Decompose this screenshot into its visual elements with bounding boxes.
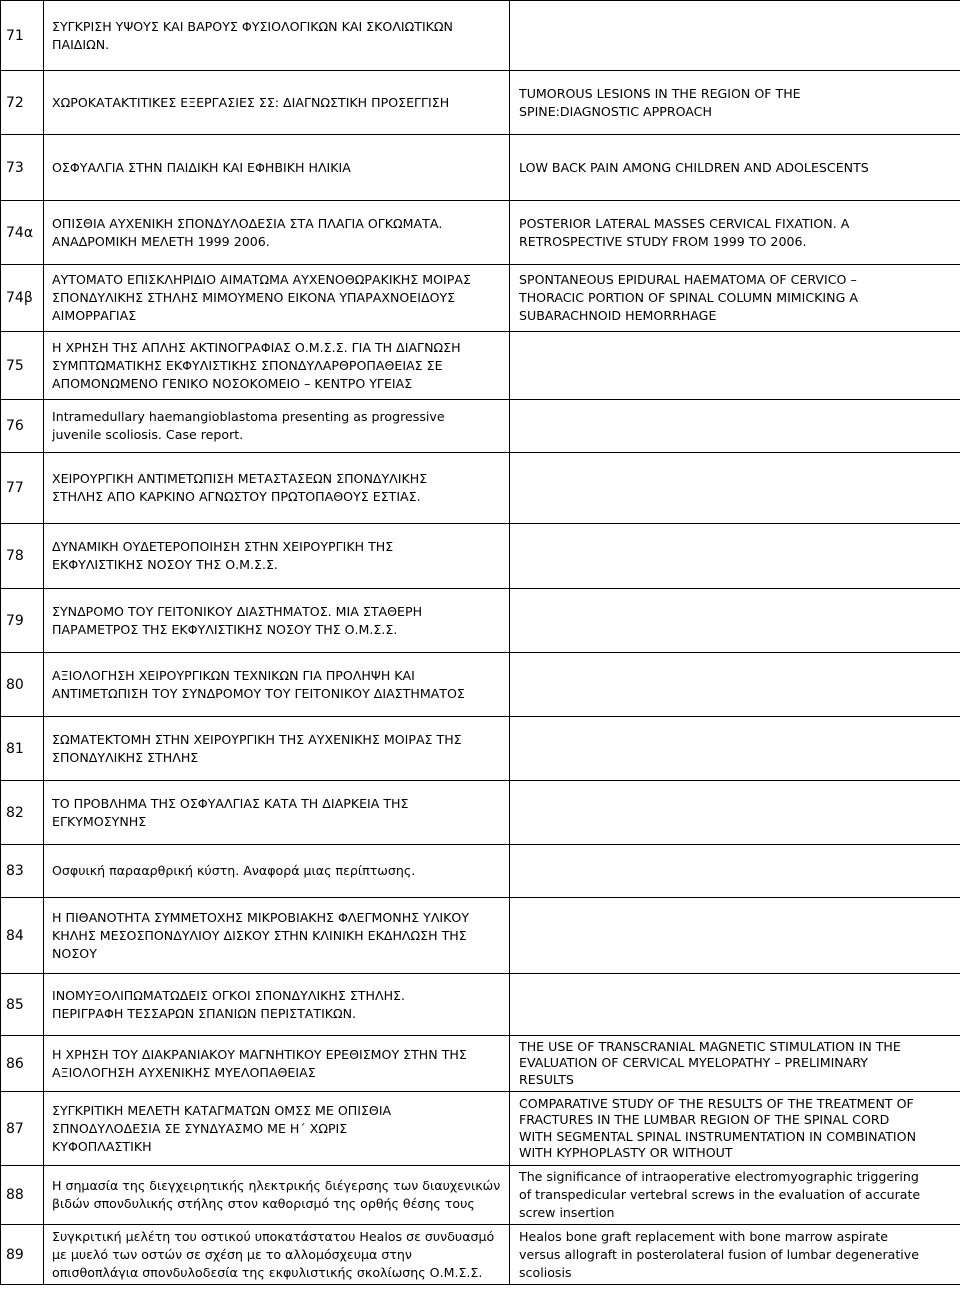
- row-number: 89: [1, 1225, 44, 1285]
- row-number: 73: [1, 135, 44, 201]
- table-row: [1, 589, 960, 653]
- greek-title: ΧΕΙΡΟΥΡΓΙΚΗ ΑΝΤΙΜΕΤΩΠΙΣΗ ΜΕΤΑΣΤΑΣΕΩΝ ΣΠΟΝΔΥΛΙΚΗΣ ΣΤΗΛΗΣ ΑΠΟ ΚΑΡΚΙΝΟ ΑΓΝΩΣΤΟΥ ΠΡΩΤΟΠΑΘΟΥΣ ΕΣΤΙΑΣ.: [44, 453, 510, 524]
- row-number: 86: [1, 1036, 44, 1092]
- row-number: 82: [1, 781, 44, 845]
- english-title: THE USE OF TRANSCRANIAL MAGNETIC STIMULATION IN THE EVALUATION OF CERVICAL MYELOPATHY – PRELIMINARY RESULTS: [510, 1036, 960, 1092]
- table-row: [1, 1, 960, 71]
- english-title: COMPARATIVE STUDY OF THE RESULTS OF THE TREATMENT OF FRACTURES IN THE LUMBAR REGION OF THE SPINAL CORD WITH SEGMENTAL SPINAL INSTRUMENTATION IN COMBINATION WITH KYPHOPLASTY OR WITHOUT: [510, 1092, 960, 1166]
- table-row: [1, 524, 960, 589]
- english-title: POSTERIOR LATERAL MASSES CERVICAL FIXATION. A RETROSPECTIVE STUDY FROM 1999 TO 2006.: [510, 201, 960, 265]
- row-number: 77: [1, 453, 44, 524]
- english-title: SPONTANEOUS EPIDURAL HAEMATOMA OF CERVICO – THORACIC PORTION OF SPINAL COLUMN MIMICKING A SUBARACHNOID HEMORRHAGE: [510, 265, 960, 332]
- row-number: 87: [1, 1092, 44, 1166]
- english-title: TUMOROUS LESIONS IN THE REGION OF THE SPINE:DIAGNOSTIC APPROACH: [510, 71, 960, 135]
- english-title: [510, 589, 960, 653]
- row-number: 85: [1, 974, 44, 1036]
- english-title: LOW BACK PAIN AMONG CHILDREN AND ADOLESCENTS: [510, 135, 960, 201]
- greek-title: ΟΣΦΥΑΛΓΙΑ ΣΤΗΝ ΠΑΙΔΙΚΗ ΚΑΙ ΕΦΗΒΙΚΗ ΗΛΙΚΙΑ: [44, 135, 510, 201]
- row-number: 75: [1, 332, 44, 400]
- english-title: [510, 781, 960, 845]
- table-row: [1, 781, 960, 845]
- english-title: Healos bone graft replacement with bone marrow aspirate versus allograft in posterolateral fusion of lumbar degenerative scoliosis: [510, 1225, 960, 1285]
- english-title: The significance of intraoperative electromyographic triggering of transpedicular vertebral screws in the evaluation of accurate screw insertion: [510, 1166, 960, 1225]
- table-row: [1, 974, 960, 1036]
- papers-table-body: [1, 1, 960, 1285]
- table-row: [1, 135, 960, 201]
- greek-title: ΧΩΡΟΚΑΤΑΚΤΙΤΙΚΕΣ ΕΞΕΡΓΑΣΙΕΣ ΣΣ: ΔΙΑΓΝΩΣΤΙΚΗ ΠΡΟΣΕΓΓΙΣΗ: [44, 71, 510, 135]
- row-number: 83: [1, 845, 44, 898]
- greek-title: ΣΥΝΔΡΟΜΟ ΤΟΥ ΓΕΙΤΟΝΙΚΟΥ ΔΙΑΣΤΗΜΑΤΟΣ. ΜΙΑ ΣΤΑΘΕΡΗ ΠΑΡΑΜΕΤΡΟΣ ΤΗΣ ΕΚΦΥΛΙΣΤΙΚΗΣ ΝΟΣΟΥ ΤΗΣ Ο.Μ.Σ.Σ.: [44, 589, 510, 653]
- greek-title: ΑΥΤΟΜΑΤΟ ΕΠΙΣΚΛΗΡΙΔΙΟ ΑΙΜΑΤΩΜΑ ΑΥΧΕΝΟΘΩΡΑΚΙΚΗΣ ΜΟΙΡΑΣ ΣΠΟΝΔΥΛΙΚΗΣ ΣΤΗΛΗΣ ΜΙΜΟΥΜΕΝΟ ΕΙΚΟΝΑ ΥΠΑΡΑΧΝΟΕΙΔΟΥΣ ΑΙΜΟΡΡΑΓΙΑΣ: [44, 265, 510, 332]
- table-row: [1, 71, 960, 135]
- english-title: [510, 400, 960, 453]
- greek-title: Η ΠΙΘΑΝΟΤΗΤΑ ΣΥΜΜΕΤΟΧΗΣ ΜΙΚΡΟΒΙΑΚΗΣ ΦΛΕΓΜΟΝΗΣ ΥΛΙΚΟΥ ΚΗΛΗΣ ΜΕΣΟΣΠΟΝΔΥΛΙΟΥ ΔΙΣΚΟΥ ΣΤΗΝ ΚΛΙΝΙΚΗ ΕΚΔΗΛΩΣΗ ΤΗΣ ΝΟΣΟΥ: [44, 898, 510, 974]
- row-number: 74α: [1, 201, 44, 265]
- greek-title: ΑΞΙΟΛΟΓΗΣΗ ΧΕΙΡΟΥΡΓΙΚΩΝ ΤΕΧΝΙΚΩΝ ΓΙΑ ΠΡΟΛΗΨΗ ΚΑΙ ΑΝΤΙΜΕΤΩΠΙΣΗ ΤΟΥ ΣΥΝΔΡΟΜΟΥ ΤΟΥ ΓΕΙΤΟΝΙΚΟΥ ΔΙΑΣΤΗΜΑΤΟΣ: [44, 653, 510, 717]
- greek-title: ΙΝΟΜΥΞΟΛΙΠΩΜΑΤΩΔΕΙΣ ΟΓΚΟΙ ΣΠΟΝΔΥΛΙΚΗΣ ΣΤΗΛΗΣ. ΠΕΡΙΓΡΑΦΗ ΤΕΣΣΑΡΩΝ ΣΠΑΝΙΩΝ ΠΕΡΙΣΤΑΤΙΚΩΝ.: [44, 974, 510, 1036]
- table-row: [1, 453, 960, 524]
- greek-title: Η ΧΡΗΣΗ ΤΟΥ ΔΙΑΚΡΑΝΙΑΚΟΥ ΜΑΓΝΗΤΙΚΟΥ ΕΡΕΘΙΣΜΟΥ ΣΤΗΝ ΤΗΣ ΑΞΙΟΛΟΓΗΣΗ ΑΥΧΕΝΙΚΗΣ ΜΥΕΛΟΠΑΘΕΙΑΣ: [44, 1036, 510, 1092]
- table-row: [1, 332, 960, 400]
- english-title: [510, 898, 960, 974]
- greek-title: Η σημασία της διεγχειρητικής ηλεκτρικής διέγερσης των διαυχενικών βιδών σπονδυλικής στήλης στον καθορισμό της ορθής θέσης τους: [44, 1166, 510, 1225]
- row-number: 72: [1, 71, 44, 135]
- greek-title: ΔΥΝΑΜΙΚΗ ΟΥΔΕΤΕΡΟΠΟΙΗΣΗ ΣΤΗΝ ΧΕΙΡΟΥΡΓΙΚΗ ΤΗΣ ΕΚΦΥΛΙΣΤΙΚΗΣ ΝΟΣΟΥ ΤΗΣ Ο.Μ.Σ.Σ.: [44, 524, 510, 589]
- table-row: [1, 1036, 960, 1092]
- english-title: [510, 974, 960, 1036]
- english-title: [510, 1, 960, 71]
- table-row: [1, 653, 960, 717]
- greek-title: Η ΧΡΗΣΗ ΤΗΣ ΑΠΛΗΣ ΑΚΤΙΝΟΓΡΑΦΙΑΣ Ο.Μ.Σ.Σ. ΓΙΑ ΤΗ ΔΙΑΓΝΩΣΗ ΣΥΜΠΤΩΜΑΤΙΚΗΣ ΕΚΦΥΛΙΣΤΙΚΗΣ ΣΠΟΝΔΥΛΑΡΘΡΟΠΑΘΕΙΑΣ ΣΕ ΑΠΟΜΟΝΩΜΕΝΟ ΓΕΝΙΚΟ ΝΟΣΟΚΟΜΕΙΟ – ΚΕΝΤΡΟ ΥΓΕΙΑΣ: [44, 332, 510, 400]
- greek-title: ΟΠΙΣΘΙΑ ΑΥΧΕΝΙΚΗ ΣΠΟΝΔΥΛΟΔΕΣΙΑ ΣΤΑ ΠΛΑΓΙΑ ΟΓΚΩΜΑΤΑ. ΑΝΑΔΡΟΜΙΚΗ ΜΕΛΕΤΗ 1999 2006.: [44, 201, 510, 265]
- row-number: 74β: [1, 265, 44, 332]
- table-row: [1, 717, 960, 781]
- row-number: 71: [1, 1, 44, 71]
- table-row: [1, 1092, 960, 1166]
- english-title: [510, 653, 960, 717]
- greek-title: Οσφυική παρααρθρική κύστη. Αναφορά μιας περίπτωσης.: [44, 845, 510, 898]
- english-title: [510, 524, 960, 589]
- row-number: 88: [1, 1166, 44, 1225]
- table-row: [1, 845, 960, 898]
- row-number: 80: [1, 653, 44, 717]
- row-number: 79: [1, 589, 44, 653]
- row-number: 81: [1, 717, 44, 781]
- table-row: [1, 898, 960, 974]
- table-row: [1, 201, 960, 265]
- greek-title: ΣΥΓΚΡΙΤΙΚΗ ΜΕΛΕΤΗ ΚΑΤΑΓΜΑΤΩΝ ΟΜΣΣ ΜΕ ΟΠΙΣΘΙΑ ΣΠΝΟΔΥΛΟΔΕΣΙΑ ΣΕ ΣΥΝΔΥΑΣΜΟ ΜΕ Η΄ ΧΩΡΙΣ ΚΥΦΟΠΛΑΣΤΙΚΗ: [44, 1092, 510, 1166]
- greek-title: ΣΩΜΑΤΕΚΤΟΜΗ ΣΤΗΝ ΧΕΙΡΟΥΡΓΙΚΗ ΤΗΣ ΑΥΧΕΝΙΚΗΣ ΜΟΙΡΑΣ ΤΗΣ ΣΠΟΝΔΥΛΙΚΗΣ ΣΤΗΛΗΣ: [44, 717, 510, 781]
- row-number: 78: [1, 524, 44, 589]
- english-title: [510, 453, 960, 524]
- table-row: [1, 1166, 960, 1225]
- greek-title: ΣΥΓΚΡΙΣΗ ΥΨΟΥΣ ΚΑΙ ΒΑΡΟΥΣ ΦΥΣΙΟΛΟΓΙΚΩΝ ΚΑΙ ΣΚΟΛΙΩΤΙΚΩΝ ΠΑΙΔΙΩΝ.: [44, 1, 510, 71]
- english-title: [510, 845, 960, 898]
- row-number: 84: [1, 898, 44, 974]
- greek-title: Συγκριτική μελέτη του οστικού υποκατάστατου Healos σε συνδυασμό με μυελό των οστών σε σχέση με το αλλομόσχευμα στην οπισθοπλάγια σπονδυλοδεσία της εκφυλιστικής σκολίωσης Ο.Μ.Σ.Σ.: [44, 1225, 510, 1285]
- table-row: [1, 265, 960, 332]
- row-number: 76: [1, 400, 44, 453]
- greek-title: ΤΟ ΠΡΟΒΛΗΜΑ ΤΗΣ ΟΣΦΥΑΛΓΙΑΣ ΚΑΤΑ ΤΗ ΔΙΑΡΚΕΙΑ ΤΗΣ ΕΓΚΥΜΟΣΥΝΗΣ: [44, 781, 510, 845]
- greek-title: Intramedullary haemangioblastoma presenting as progressive juvenile scoliosis. Case report.: [44, 400, 510, 453]
- english-title: [510, 332, 960, 400]
- table-row: [1, 400, 960, 453]
- english-title: [510, 717, 960, 781]
- table-row: [1, 1225, 960, 1285]
